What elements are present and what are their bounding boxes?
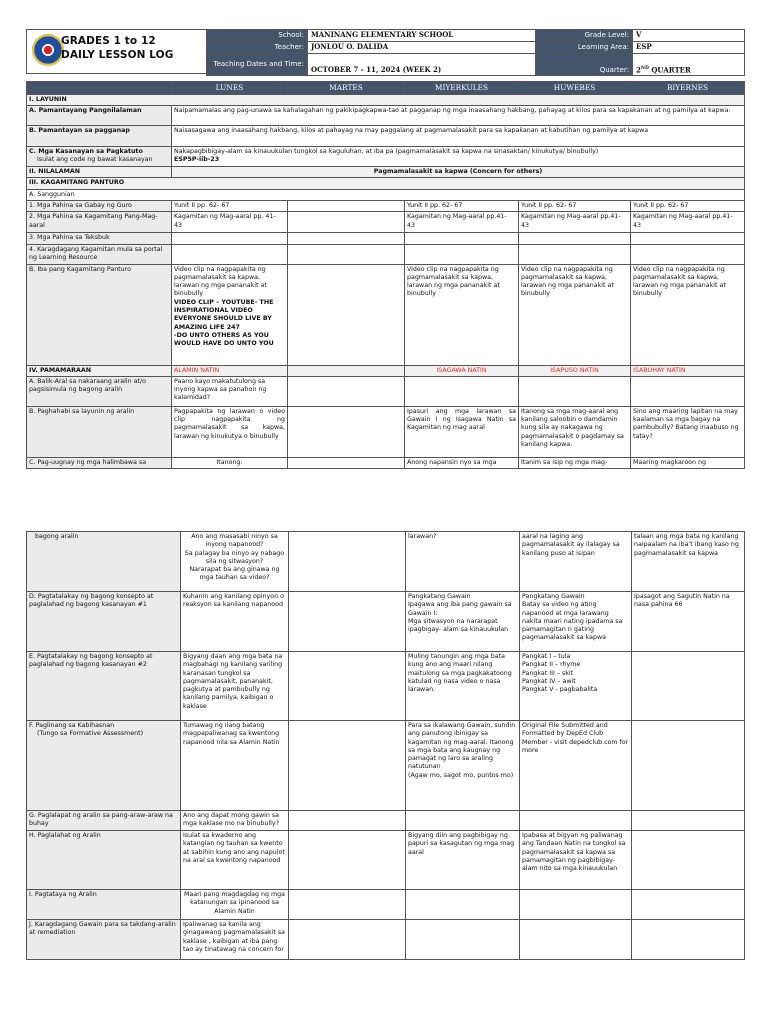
kagamitan-lunes-text: Video clip na nagpapakita ng pagmamalasakit sa kapwa, larawan ng mga pananakit at binubully — [174, 265, 267, 298]
pag-uugnay-huwebes-cont: aaral na laging ang pagmamalasakit ay ilalagay sa kanilang puso at isipan — [520, 532, 632, 592]
row-label-paglinang — [27, 721, 181, 811]
paglalapat-biyernes — [632, 811, 745, 831]
section-nilalaman: II. NILALAMAN — [27, 167, 172, 178]
pagtatalakay1-miyerkules: Pangkatang Gawain Ipagawa ang iba pang gawain sa Gawain I: Mga sitwasyon na nararapat ipagbigay- alam sa kinauukulan — [406, 592, 520, 652]
row-label-gabay-guro: 1. Mga Pahina sa Gabay ng Guro — [27, 200, 172, 211]
paglinang-miyerkules: Para sa ikalawang Gawain, sundin ang panutong ibinigay sa kagamitan ng mag-aaral. Itanong sa mga bata ang kaugnay ng pamagat ng laro sa araling natutunan (Agaw mo, sagot mo, puntos mo) — [406, 721, 520, 811]
pamantayang-pangnilalaman-text: Naipamamalas ang pag-unawa sa kahalagahan ng pakikipagkapwa-tao at pagganap ng mga inaasahang hakbang, pahayag at kilos para sa kapakanan at ng pamilya at kapwa. — [172, 106, 745, 126]
pagtataya-miyerkules — [406, 890, 520, 920]
pag-uugnay-martes-cont — [289, 532, 406, 592]
pamantayan-pagganap-text: Naisasagawa ang inaasahang hakbang, kilos at pahayag na may paggalang at pagmamalasakit para sa kapakanan at kabutihan ng pamilya at kapwa — [172, 126, 745, 147]
paglinang-martes — [289, 721, 406, 811]
pagtatalakay2-huwebes: Pangkat I – tula Pangkat II – rhyme Pangkat III – skit Pangkat IV – awit Pangkat V - pagbabalita — [520, 652, 632, 721]
paghahabi-miyerkules: Ipasuri ang mga larawan sa Gawain I ng Isagawa Natin sa Kagamitan ng mag aaral — [405, 406, 519, 457]
isagawa-natin-label: ISAGAWA NATIN — [405, 365, 519, 376]
isabuhay-natin-label: ISABUHAY NATIN — [631, 365, 745, 376]
row-label-kagamitang-mag-aaral: 2. Mga Pahina sa Kagamitang Pang-Mag-aaral — [27, 212, 172, 233]
paglalahat-huwebes: Ipabasa at bigyan ng paliwanag ang Tandaan Natin na tungkol sa pagmamalasakit sa kapwa sa pamamagitan ng pagbibigay-alam nito sa mga kinauukulan — [520, 831, 632, 890]
kagamitan-martes — [288, 212, 405, 233]
row-label-bagong-aralin: bagong aralin — [27, 532, 181, 592]
pagtataya-biyernes — [632, 890, 745, 920]
karagdagang-gawain-miyerkules — [406, 920, 520, 960]
area-label: Learning Area: — [536, 42, 633, 54]
paglalahat-lunes: Isulat sa kwaderno ang katangian ng tauhan sa kwento at sabihin kung ano ang napulot na aral sa kwentong napanood — [181, 831, 289, 890]
iba-pang-kagamitan-martes — [288, 264, 405, 365]
kagamitan-miyerkules: Kagamitan ng Mag-aaral pp.41- 43 — [405, 212, 519, 233]
grade-value: V — [633, 30, 745, 42]
row-label-pamantayang-pangnilalaman: A. Pamantayang Pangnilalaman — [27, 106, 172, 126]
kasanayan-desc: Nakapagbibigay-alam sa kinauukulan tungkol sa kaguluhan, at iba pa (pagmamalasakit sa kapwa na sinasaktan/ kinukutya/ binubully) — [174, 148, 599, 156]
paglalapat-lunes: Ano ang dapat mong gawin sa mga kaklase mo na binubully? — [181, 811, 289, 831]
paglalapat-miyerkules — [406, 811, 520, 831]
paglalapat-huwebes — [520, 811, 632, 831]
kasanayan-text — [172, 147, 745, 167]
lr-lunes — [172, 244, 288, 264]
quarter-label: Quarter: — [536, 54, 633, 76]
pag-uugnay-biyernes: Maaring magkaroon ng — [631, 457, 745, 468]
row-label-kasanayan — [27, 147, 172, 167]
sanggunian-row: A. Sanggunian — [27, 189, 745, 200]
gabay-guro-biyernes: Yunit II pp. 62- 67 — [631, 200, 745, 211]
quarter-value: 2ND QUARTER — [633, 54, 745, 76]
balik-aral-martes — [288, 376, 405, 406]
paglalahat-biyernes — [632, 831, 745, 890]
day-martes: MARTES — [288, 82, 405, 95]
teacher-label: Teacher: — [207, 42, 308, 54]
paglinang-lunes: Tumawag ng ilang batang magpapaliwanag sa kwentong napanood nila sa Alamin Natin — [181, 721, 289, 811]
balik-aral-lunes: Paano kayo makatutulong sa inyong kapwa sa panahon ng kalamidad? — [172, 376, 288, 406]
video-clip-text: VIDEO CLIP – YOUTUBE- THE INSPIRATIONAL VIDEO EVERYONE SHOULD LIVE BY AMAZING LIFE 247 -DO UNTO OTHERS AS YOU WOULD HAVE DO UNTO YOU — [174, 298, 274, 348]
lr-huwebes — [519, 244, 631, 264]
header-info-table — [206, 29, 745, 76]
row-label-karagdagang-gawain: J. Karagdagang Gawain para sa takdang-aralin at remediation — [27, 920, 181, 960]
row-label-pagtatalakay-2: E. Pagtatalakay ng bagong konsepto at paglalahad ng bagong kasanayan #2 — [27, 652, 181, 721]
kagamitan-huwebes: Kagamitan ng Mag-aaral pp.41- 43 — [519, 212, 631, 233]
pagtatalakay2-martes — [289, 652, 406, 721]
teacher-value: JONLOU O. DALIDA — [308, 42, 536, 54]
dates-value: OCTOBER 7 - 11, 2024 (WEEK 2) — [308, 54, 536, 76]
pag-uugnay-lunes: Itanong: — [172, 457, 288, 468]
paghahabi-huwebes: Itanong sa mga mag-aaral ang kanilang saloobin o damdamin kung sila ay nakagawa ng pagmamalasakit o pagdamay sa kanilang kapwa. — [519, 406, 631, 457]
karagdagang-gawain-lunes: Ipaliwanag sa kanila ang ginagawang pagmamalasakit sa kaklase , kaibigan at iba pang tao ay tinatawag na concern for — [181, 920, 289, 960]
paglinang-sublabel: (Tungo sa Formative Assessment) — [37, 730, 144, 738]
pagtatalakay1-biyernes: Ipasagot ang Sagutin Natin na nasa pahina 66 — [632, 592, 745, 652]
row-label-karagdagang-kagamitan: 4. Karagdagang Kagamitan mula sa portal ng Learning Resource — [27, 244, 172, 264]
iba-pang-kagamitan-huwebes: Video clip na nagpapakita ng pagmamalasakit sa kapwa, larawan ng mga pananakit at binubully — [519, 264, 631, 365]
paghahabi-biyernes: Sino ang maaring lapitan na may kaalaman sa mga bagay na pambubully? Batang inaabuso ng tatay? — [631, 406, 745, 457]
logo-title-line2: DAILY LESSON LOG — [61, 49, 174, 61]
gabay-guro-huwebes: Yunit II pp. 62- 67 — [519, 200, 631, 211]
paglalahat-martes — [289, 831, 406, 890]
paghahabi-martes — [288, 406, 405, 457]
paglinang-biyernes — [632, 721, 745, 811]
row-label-pamantayan-pagganap: B. Pamantayan sa pagganap — [27, 126, 172, 147]
pamamaraan-martes — [288, 365, 405, 376]
dates-label: Teaching Dates and Time: — [207, 54, 308, 76]
pagtatalakay2-lunes: Bigyang daan ang mga bata na magbahagi ng kanilang sariling karanasan tungkol sa pagmamalasakit, pananakit, pagkutya at pambubully ng kanilang pamilya, kaibigan o kaklase — [181, 652, 289, 721]
gabay-guro-miyerkules: Yunit II pp. 62- 67 — [405, 200, 519, 211]
logo-title-line1: GRADES 1 to 12 — [61, 35, 156, 47]
lesson-log-header — [26, 29, 744, 74]
balik-aral-huwebes — [519, 376, 631, 406]
row-label-pagtataya: I. Pagtataya ng Aralin — [27, 890, 181, 920]
kasanayan-code: ESP5P-iib-23 — [174, 156, 220, 164]
paglalahat-miyerkules: Bigyang diin ang pagbibigay ng papuri sa kasagutan ng mga mag aaral — [406, 831, 520, 890]
kagamitan-lunes: Kagamitan ng Mag-aaral pp. 41- 43 — [172, 212, 288, 233]
section-layunin: I. LAYUNIN — [27, 94, 745, 105]
day-lunes: LUNES — [172, 82, 288, 95]
lr-miyerkules — [405, 244, 519, 264]
gabay-guro-lunes: Yunit II pp. 62- 67 — [172, 200, 288, 211]
alamin-natin-label: ALAMIN NATIN — [172, 365, 288, 376]
day-huwebes: HUWEBES — [519, 82, 631, 95]
row-label-pagtatalakay-1: D. Pagtatalakay ng bagong konsepto at paglalahad ng bagong kasanayan #1 — [27, 592, 181, 652]
iba-pang-kagamitan-miyerkules: Video clip na nagpapakita ng pagmamalasakit sa kapwa, larawan ng mga pananakit at binubully — [405, 264, 519, 365]
row-label-paglalapat: G. Paglalapat ng aralin sa pang-araw-araw na buhay — [27, 811, 181, 831]
iba-pang-kagamitan-biyernes: Video clip na nagpapakita ng pagmamalasakit sa kapwa, larawan ng mga pananakit at binubully — [631, 264, 745, 365]
gabay-guro-martes — [288, 200, 405, 211]
karagdagang-gawain-huwebes — [520, 920, 632, 960]
kasanayan-label: C. Mga Kasanayan sa Pagkatuto — [29, 148, 143, 156]
paglinang-label: F. Paglinang sa Kabihasnan — [29, 722, 115, 729]
pagtatalakay2-biyernes — [632, 652, 745, 721]
karagdagang-gawain-martes — [289, 920, 406, 960]
paglinang-huwebes: Original File Submitted and Formatted by DepEd Club Member - visit depedclub.com for more — [520, 721, 632, 811]
area-value: ESP — [633, 42, 745, 54]
balik-aral-miyerkules — [405, 376, 519, 406]
pag-uugnay-biyernes-cont: talaan ang mga bata ng kanilang naipaalam na iba't ibang kaso ng pagmamalasakit sa kapwa — [632, 532, 745, 592]
teksbuk-miyerkules — [405, 233, 519, 244]
pagtatalakay1-martes — [289, 592, 406, 652]
row-label-paghahabi: B. Paghahabi sa layunin ng aralin — [27, 406, 172, 457]
paglalapat-martes — [289, 811, 406, 831]
pagtataya-huwebes — [520, 890, 632, 920]
isapuso-natin-label: ISAPUSO NATIN — [519, 365, 631, 376]
iba-pang-kagamitan-lunes — [172, 264, 288, 365]
pag-uugnay-martes — [288, 457, 405, 468]
teksbuk-lunes — [172, 233, 288, 244]
section-pamamaraan: IV. PAMAMARAAN — [27, 365, 172, 376]
deped-seal-icon — [32, 34, 64, 66]
pagtataya-lunes: Maari pang magdagdag ng mga katanungan sa ipinanood sa Alamin Natin — [181, 890, 289, 920]
lesson-table-page2 — [26, 531, 745, 960]
paghahabi-lunes: Pagpapakita ng larawan o video clip nagpapakita ng pagmamalasakit sa kapwa, larawan ng kinukutya o binubully — [172, 406, 288, 457]
row-label-pag-uugnay: C. Pag-uugnay ng mga halimbawa sa — [27, 457, 172, 468]
row-label-paglalahat: H. Paglalahat ng Aralin — [27, 831, 181, 890]
row-label-balik-aral: A. Balik-Aral sa nakaraang aralin at/o pagsisimula ng bagong aralin — [27, 376, 172, 406]
pagtatalakay1-huwebes: Pangkatang Gawain Batay sa video ng ating napanood at mga larawang nakita maari nating ipadama sa pamamagitan n gating pagmamalasakit sa kapwa — [520, 592, 632, 652]
lesson-table-page1 — [26, 81, 745, 469]
corner-cell — [27, 82, 172, 95]
lr-martes — [288, 244, 405, 264]
day-miyerkules: MIYERKULES — [405, 82, 519, 95]
balik-aral-biyernes — [631, 376, 745, 406]
nilalaman-text: Pagmamalasakit sa kapwa (Concern for others) — [172, 167, 745, 178]
teksbuk-martes — [288, 233, 405, 244]
kagamitan-biyernes: Kagamitan ng Mag-aaral pp.41- 43 — [631, 212, 745, 233]
pag-uugnay-miyerkules-cont: larawan? — [406, 532, 520, 592]
teksbuk-huwebes — [519, 233, 631, 244]
school-value: MANINANG ELEMENTARY SCHOOL — [308, 30, 536, 42]
kasanayan-sublabel: Isulat ang code ng bawat kasanayan — [37, 156, 153, 164]
pagtatalakay1-lunes: Kuhanin ang kanilang opinyon o reaksyon sa kanilang napanood — [181, 592, 289, 652]
section-kagamitan: III. KAGAMITANG PANTURO — [27, 178, 745, 189]
lr-biyernes — [631, 244, 745, 264]
pagtatalakay2-miyerkules: Muling tanungin ang mga bata kung ano ang maari nilang maitulong sa mga pagkakatoong katulad ng nasa video o nasa larawan. — [406, 652, 520, 721]
school-label: School: — [207, 30, 308, 42]
pag-uugnay-miyerkules: Anong napansin nyo sa mga — [405, 457, 519, 468]
pag-uugnay-lunes-cont: Ano ang masasabi ninyo sa inyong napanood? Sa palagay ba ninyo ay nabago sila ng sitwasyon? Nararapat ba ang ginawa ng mga tauhan sa video? — [181, 532, 289, 592]
day-biyernes: BIYERNES — [631, 82, 745, 95]
grade-label: Grade Level: — [536, 30, 633, 42]
row-label-iba-pang-kagamitan: B. Iba pang Kagamitang Panturo — [27, 264, 172, 365]
karagdagang-gawain-biyernes — [632, 920, 745, 960]
row-label-teksbuk: 3. Mga Pahina sa Teksbuk — [27, 233, 172, 244]
pagtataya-martes — [289, 890, 406, 920]
teksbuk-biyernes — [631, 233, 745, 244]
logo-box — [26, 29, 208, 74]
pag-uugnay-huwebes: Itanim sa isip ng mga mag- — [519, 457, 631, 468]
